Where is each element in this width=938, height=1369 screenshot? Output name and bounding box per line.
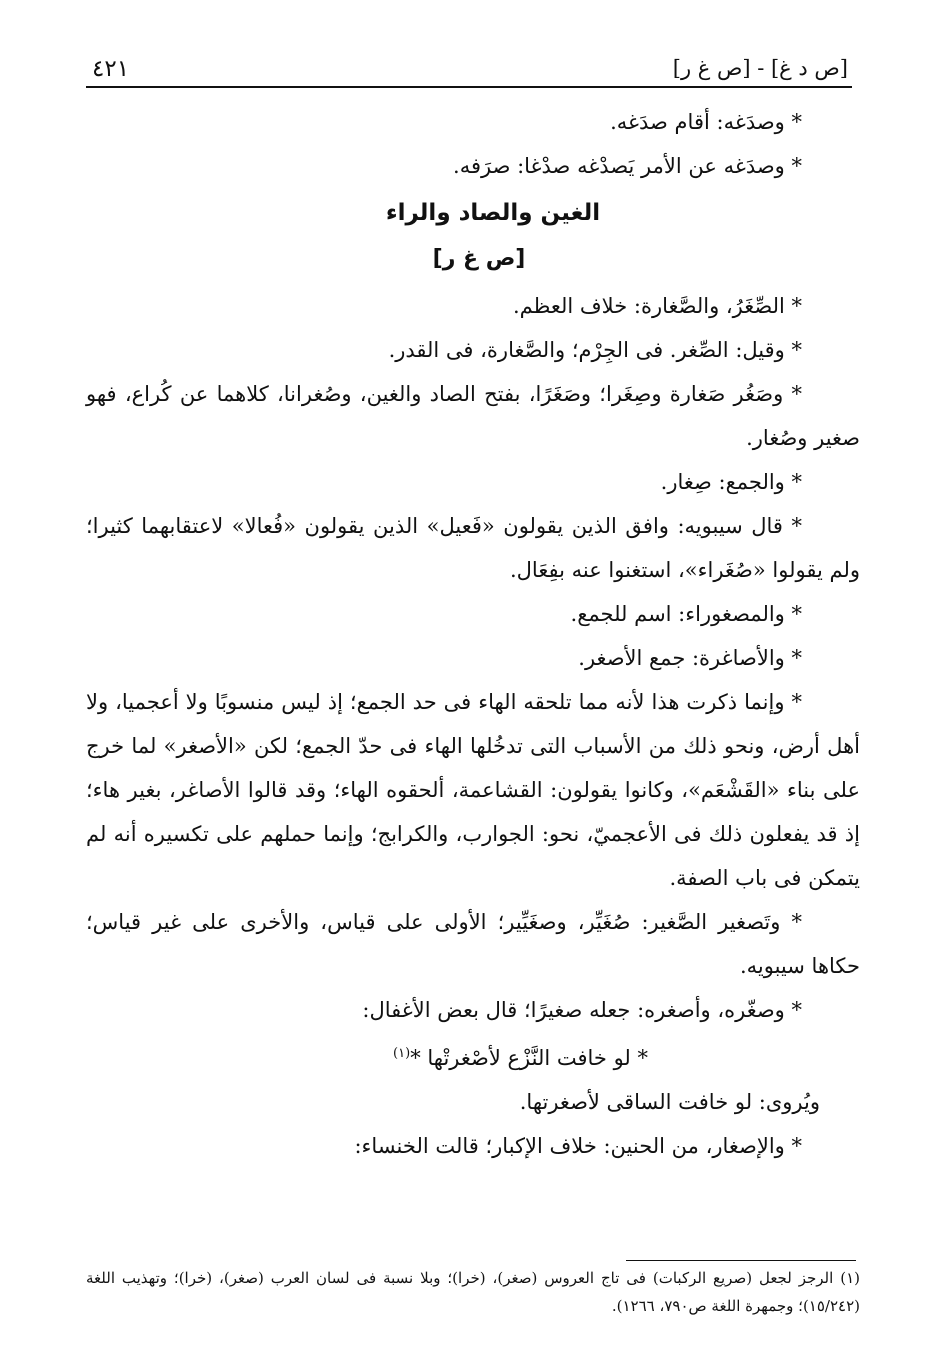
entry-paragraph: * وإنما ذكرت هذا لأنه مما تلحقه الهاء فى حد الجمع؛ إذ ليس منسوبًا ولا أعجميا، ولا أهل أرض، ونحو ذلك من الأسباب التى تدخُلها الهاء فى حدّ الجمع؛ لكن «الأصغر» لما خرج على بناء «القَشْعَم»، وكانوا يقولون: القشاعمة، ألحقوه الهاء؛ وقد قالوا الأصاغر، بغير هاء؛ إذ قد يفعلون ذلك فى الأعجميّ، نحو: الجوارب، والكرابج؛ وإنما حملهم على تكسيره أنه لم يتمكن فى باب الصفة. (86, 690, 860, 890)
intro-paragraph: * وصدَغه: أقام صدَغه. (610, 110, 802, 134)
entry-paragraph: * وصَغُر صَغارة وصِغَرا؛ وصَغَرًا، بفتح الصاد والغين، وصُغرانا، كلاهما عن كُراع، فهو صغير وصُغار. (86, 382, 860, 450)
footnote-rule (626, 1260, 856, 1261)
entry-paragraph: * والجمع: صِغار. (660, 470, 802, 494)
entry-paragraph: * وتَصغير الصَّغير: صُغَيِّر، وصغَيِّير؛ الأولى على قياس، والأخرى على غير قياس؛ حكاها سيبويه. (86, 910, 860, 978)
entry-paragraph: * الصِّغَرُ، والصَّغارة: خلاف العظم. (513, 294, 802, 318)
running-header (86, 54, 852, 88)
section-heading: الغين والصاد والراء (385, 200, 601, 226)
entry-paragraph: * والأصاغرة: جمع الأصغر. (578, 646, 802, 670)
root-heading: [ص غ ر] (432, 246, 526, 271)
footnotes (86, 1264, 860, 1320)
entry-paragraph: * وقيل: الصِّغر. فى الجِرْم؛ والصَّغارة، فى القدر. (388, 338, 802, 362)
footnote-marker: (١) (393, 1046, 411, 1061)
entry-paragraph: * والإصغار، من الحنين: خلاف الإكبار؛ قالت الخنساء: (354, 1134, 802, 1158)
entry-paragraph: * والمصغوراء: اسم للجمع. (570, 602, 802, 626)
page-body (86, 100, 860, 1168)
page-number: ٤٢١ (92, 56, 130, 82)
intro-paragraph: * وصدَغه عن الأمر يَصدْغه صدْغا: صرَفه. (453, 154, 802, 178)
verse-line (86, 1032, 860, 1080)
footnote: (١) الرجز لجعل (صريع الركبات) فى تاج العروس (صغر)، (خرا)؛ وبلا نسبة فى لسان العرب (صغر)، (خرا)؛ وتهذيب اللغة (١٥/٢٤٢)؛ وجمهرة اللغة ص٧٩٠، ١٢٦٦). (86, 1269, 860, 1315)
variant-line: ويُروى: لو خافت الساقى لأصغرتها. (519, 1090, 820, 1114)
entry-paragraph: * وصغّره، وأصغره: جعله صغيرًا؛ قال بعض الأغفال: (362, 998, 802, 1022)
verse-text: * لو خافت النَّزْع لأصْغرتْها * (410, 1046, 648, 1070)
header-root-range: [ص د غ] - [ص غ ر] (672, 56, 848, 80)
entry-paragraph: * قال سيبويه: وافق الذين يقولون «فَعيل» الذين يقولون «فُعالا» لاعتقابهما كثيرا؛ ولم يقولوا «صُغَراء»، استغنوا عنه بفِعَال. (86, 514, 860, 582)
